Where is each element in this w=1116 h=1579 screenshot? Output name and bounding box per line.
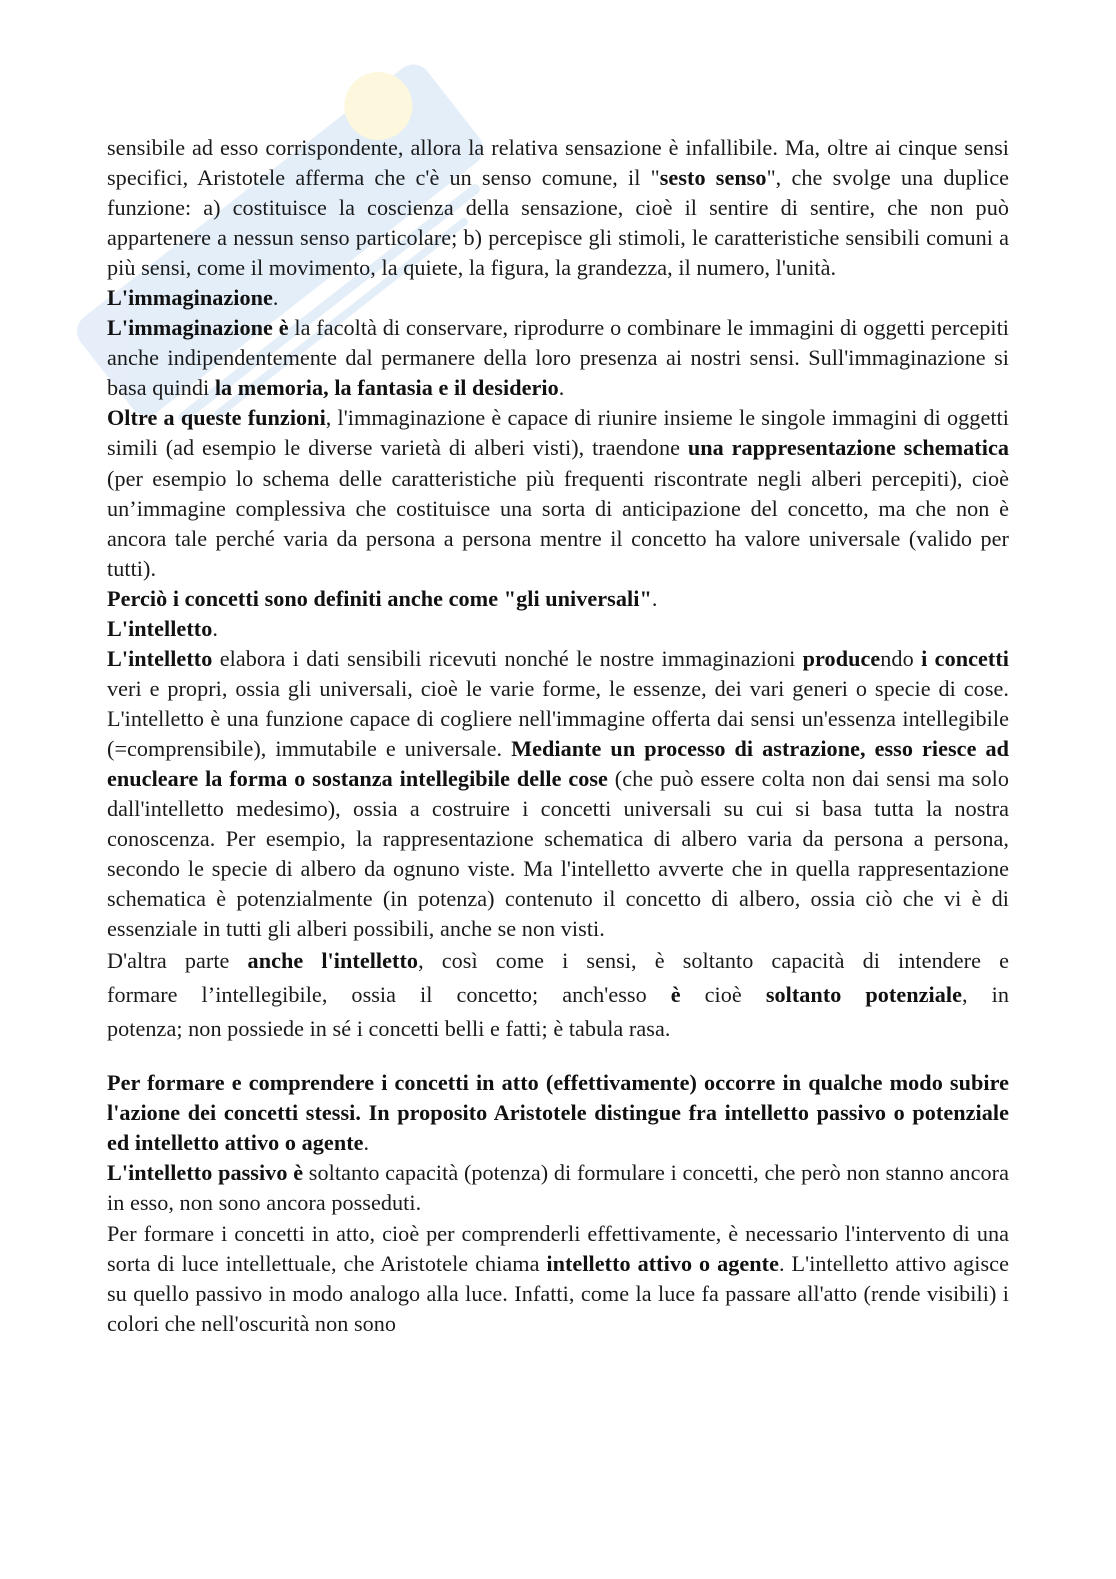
text-run: potenza; non possiede in sé i concetti belli e fatti; è tabula rasa. [107,1016,671,1042]
bold-run: una rappresentazione schematica [687,435,1009,461]
text-run: . L'intelletto attivo agisce su quello passivo in modo analogo alla luce. Infatti, come la luce fa passare all'atto (rende visibili) i colori che nell'oscurità non sono [107,1250,1009,1336]
text-run: ndo [880,645,922,671]
text-run: . [558,375,565,401]
text-line [107,978,1009,1012]
bold-run: i concetti [921,645,1009,671]
bold-run: L'immaginazione è [107,315,289,341]
paragraph-intelletto-attivo [107,1219,1009,1339]
paragraph-universali [107,584,1009,614]
bold-run: sesto senso [659,165,767,191]
text-run: la facoltà di conservare, riprodurre o combinare le immagini di oggetti percepiti anche indipendentemente dal permanere della loro presenza ai nostri sensi. Sull'immaginazione si basa quindi [107,315,1009,401]
text-run: ", che svolge una duplice funzione: a) costituisce la coscienza della sensazione, cioè il sentire di sentire, che non può appartenere a nessun senso particolare; b) percepisce gli stimoli, le caratteristiche sensibili comuni a più sensi, come il movimento, la quiete, la figura, la grandezza, il numero, l'unità. [107,165,1009,281]
bold-run: Perciò i concetti sono definiti anche come "gli universali" [107,585,652,611]
bold-run: produce [802,645,881,671]
text-line [107,1012,1009,1046]
heading-text: L'immaginazione [107,285,273,311]
paragraph-rappresentazione [107,403,1009,583]
paragraph-immaginazione [107,313,1009,403]
text-run: sensibile ad esso corrispondente, allora la relativa sensazione è infallibile. Ma, oltre ai cinque sensi specifici, Aristotele afferma che c'è un senso comune, il " [107,135,1009,191]
heading-text: L'intelletto [107,615,213,641]
bold-run: L'intelletto passivo è [107,1160,304,1186]
bold-run: la memoria, la fantasia e il desiderio [214,375,559,401]
heading-intelletto [107,614,1009,644]
text-run: veri e propri, ossia gli universali, cioè le varie forme, le essenze, dei vari generi o specie di cose. L'intelletto è una funzione capace di cogliere nell'immagine offerta dai sensi un'essenza intellegibile (=comprensibile), immutabile e universale. [107,675,1009,761]
paragraph-tabula-rasa [107,944,1009,1046]
text-run: elabora i dati sensibili ricevuti nonché le nostre immaginazioni [212,645,803,671]
text-line [107,944,1009,978]
text-run: formare l’intellegibile, ossia il concetto; anch'esso [107,982,671,1008]
text-run: . [363,1130,370,1156]
text-run: , l'immaginazione è capace di riunire insieme le singole immagini di oggetti simili (ad esempio le diverse varietà di alberi visti), traendone [107,405,1009,461]
text-run: D'altra parte [107,948,248,974]
document-body [107,133,1009,1339]
bold-run: soltanto potenziale [765,982,963,1008]
text-run: (che può essere colta non dai sensi ma solo dall'intelletto medesimo), ossia a costruire i concetti universali su cui si basa tutta la nostra conoscenza. Per esempio, la rappresentazione schematica di albero varia da persona a persona, secondo le specie di albero da ognuno viste. Ma l'intelletto avverte che in quella rappresentazione schematica è potenzialmente (in potenza) contenuto il concetto di albero, ossia ciò che vi è di essenziale in tutti gli alberi possibili, anche se non visti. [107,765,1009,942]
bold-run: L'intelletto [107,645,213,671]
text-run: soltanto capacità (potenza) di formulare i concetti, che però non stanno ancora in esso, non sono ancora posseduti. [107,1160,1009,1216]
bold-run: è [670,982,681,1008]
text-run: (per esempio lo schema delle caratteristiche più frequenti riscontrate negli alberi percepiti), cioè un’immagine complessiva che costituisce una sorta di anticipazione del concetto, ma che non è ancora tale perché varia da persona a persona mentre il concetto ha valore universale (valido per tutti). [107,465,1009,581]
bold-run: anche l'intelletto [247,948,419,974]
paragraph-intelletto-passivo-attivo [107,1068,1009,1158]
text-run: Per formare i concetti in atto, cioè per comprenderli effettivamente, è necessario l'intervento di una sorta di luce intellettuale, che Aristotele chiama [107,1220,1009,1276]
text-run: . [272,285,279,311]
paragraph-spacer [107,1046,1009,1068]
text-run: , in [962,982,1009,1008]
text-run: cioè [680,982,766,1008]
heading-immaginazione [107,283,1009,313]
bold-run: Oltre a queste funzioni [107,405,326,431]
paragraph-senso-comune [107,133,1009,283]
bold-run: intelletto attivo o agente [546,1250,780,1276]
paragraph-intelletto-passivo [107,1158,1009,1218]
bold-run: Mediante un processo di astrazione, esso riesce ad enucleare la forma o sostanza intellegibile delle cose [107,735,1009,791]
text-run: . [651,585,658,611]
paragraph-intelletto [107,644,1009,944]
text-run: . [212,615,218,641]
bold-run: Per formare e comprendere i concetti in atto (effettivamente) occorre in qualche modo subire l'azione dei concetti stessi. In proposito Aristotele distingue fra intelletto passivo o potenziale ed intelletto attivo o agente [107,1070,1009,1156]
text-run: , così come i sensi, è soltanto capacità di intendere e [418,948,1009,974]
